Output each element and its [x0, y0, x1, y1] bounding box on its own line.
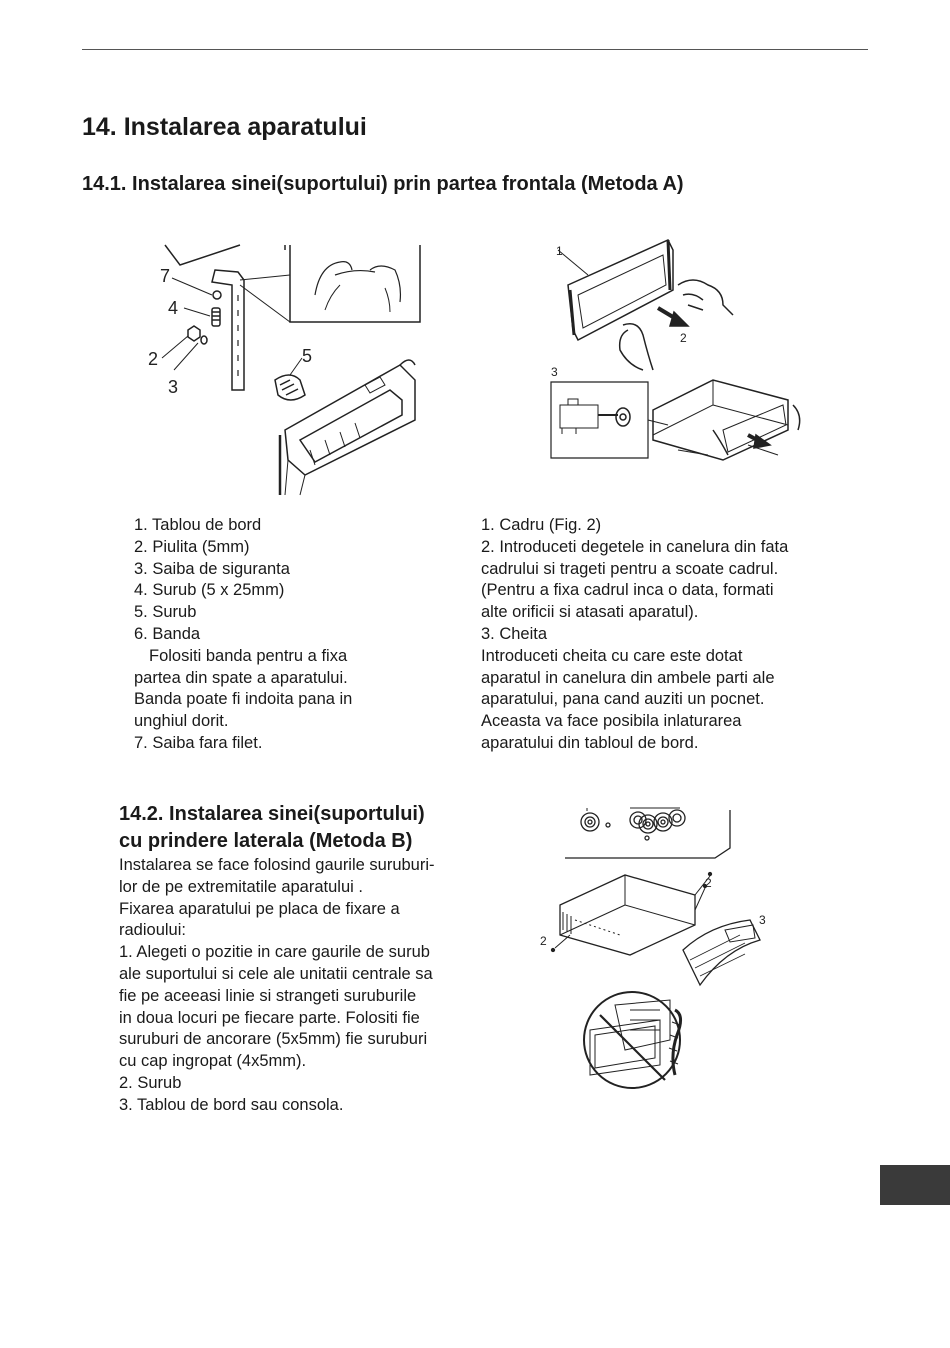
list-item: Folositi banda pentru a fixa	[149, 646, 348, 665]
section-b-title-line1: 14.2. Instalarea sinei(suportului)	[119, 803, 425, 825]
list-item: 7. Saiba fara filet.	[134, 733, 263, 752]
body-line: ale suportului si cele ale unitatii centrale sa	[119, 964, 433, 983]
list-item: unghiul dorit.	[134, 712, 229, 731]
fig2-callout-1: 1	[556, 244, 563, 258]
fig3-callout-2-left: 2	[540, 934, 547, 948]
list-item: 5. Surub	[134, 603, 197, 622]
list-item: cadrului si trageti pentru a scoate cadrul.	[481, 559, 779, 578]
section-a-right-list	[481, 515, 788, 755]
list-item: Banda poate fi indoita pana in	[134, 690, 353, 709]
body-line: 2. Surub	[119, 1073, 182, 1092]
fig1-callout-7: 7	[160, 266, 171, 286]
list-item: 6. Banda	[134, 624, 201, 643]
body-line: 3. Tablou de bord sau consola.	[119, 1095, 344, 1114]
figure-bracket-install	[140, 240, 430, 500]
list-item: 4. Surub (5 x 25mm)	[134, 581, 285, 600]
body-line: in doua locuri pe fiecare parte. Folositi fie	[119, 1008, 420, 1027]
list-item: 3. Saiba de siguranta	[134, 559, 290, 578]
page-edge-tab	[880, 1165, 950, 1205]
list-item: (Pentru a fixa cadrul inca o data, formati	[481, 581, 774, 600]
list-item: 1. Cadru (Fig. 2)	[481, 516, 602, 534]
body-line: lor de pe extremitatile aparatului .	[119, 877, 363, 896]
section-a-left-list	[134, 515, 352, 755]
fig2-callout-3: 3	[551, 365, 558, 379]
fig1-callout-3: 3	[168, 377, 179, 397]
list-item: Aceasta va face posibila inlaturarea	[481, 712, 742, 731]
list-item: Introduceti cheita cu care este dotat	[481, 646, 743, 665]
fig1-callout-2: 2	[148, 349, 159, 369]
section-a-title: 14.1. Instalarea sinei(suportului) prin partea frontala (Metoda A)	[82, 173, 684, 195]
list-item: 3. Cheita	[481, 624, 548, 643]
fig3-callout-2-right: 2	[705, 876, 712, 890]
section-b-title-line2: cu prindere laterala (Metoda B)	[119, 830, 413, 852]
page-title: 14. Instalarea aparatului	[82, 113, 367, 141]
body-line: 1. Alegeti o pozitie in care gaurile de surub	[119, 943, 430, 962]
fig2-callout-2: 2	[680, 331, 687, 345]
figure-side-mount	[535, 800, 775, 1100]
list-item: alte orificii si atasati aparatul).	[481, 603, 699, 622]
body-line: Instalarea se face folosind gaurile suruburi-	[119, 856, 435, 874]
top-rule	[82, 49, 868, 50]
body-line: radioului:	[119, 921, 186, 940]
list-item: aparatului, pana cand auziti un pocnet.	[481, 690, 765, 709]
body-line: suruburi de ancorare (5x5mm) fie suruburi	[119, 1030, 428, 1049]
fig1-callout-4: 4	[168, 298, 179, 318]
section-b-title	[119, 801, 425, 855]
fig1-callout-5: 5	[302, 346, 313, 366]
fig3-callout-3: 3	[759, 913, 766, 927]
section-b-body	[119, 855, 435, 1117]
body-line: fie pe aceeasi linie si strangeti suruburile	[119, 986, 417, 1005]
list-item: partea din spate a aparatului.	[134, 668, 348, 687]
list-item: 1. Tablou de bord	[134, 516, 262, 534]
body-line: cu cap ingropat (4x5mm).	[119, 1052, 307, 1071]
list-item: aparatul in canelura din ambele parti ale	[481, 668, 775, 687]
figure-frame-removal	[548, 230, 808, 470]
list-item: aparatului din tabloul de bord.	[481, 733, 699, 752]
list-item: 2. Introduceti degetele in canelura din fata	[481, 537, 789, 556]
body-line: Fixarea aparatului pe placa de fixare a	[119, 899, 400, 918]
list-item: 2. Piulita (5mm)	[134, 537, 250, 556]
